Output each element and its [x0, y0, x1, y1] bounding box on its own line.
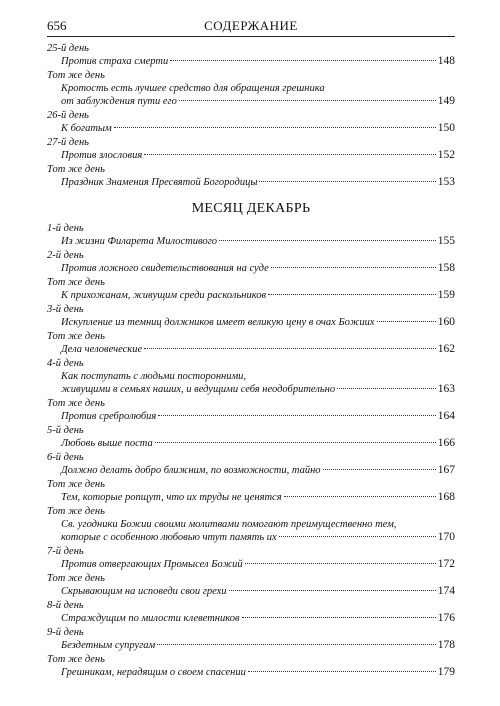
toc-entry[interactable]: [47, 398, 455, 423]
entry-title-line: Кротость есть лучшее средство для обращения грешника: [61, 83, 325, 94]
entry-title-row: [47, 612, 455, 625]
entry-day-label: 9-й день: [47, 627, 84, 638]
dot-leader: [242, 617, 436, 618]
toc-section-november: [47, 43, 455, 189]
toc-entry[interactable]: [47, 546, 455, 571]
dot-leader: [268, 294, 436, 295]
entry-title-row: [47, 639, 455, 652]
entry-page-number[interactable]: 176: [437, 612, 455, 624]
entry-page-number[interactable]: 158: [437, 262, 455, 274]
toc-entry[interactable]: [47, 43, 455, 68]
dot-leader: [114, 127, 436, 128]
entry-day-label: Тот же день: [47, 164, 105, 175]
toc-entry[interactable]: [47, 110, 455, 135]
entry-page-number[interactable]: 155: [437, 235, 455, 247]
entry-day-label: 2-й день: [47, 250, 84, 261]
entry-title-row: [47, 491, 455, 504]
entry-page-number[interactable]: 149: [437, 95, 455, 107]
entry-page-number[interactable]: 164: [437, 410, 455, 422]
entry-day-label: 5-й день: [47, 425, 84, 436]
page-header: [47, 16, 455, 37]
entry-day-label: 26-й день: [47, 110, 89, 121]
toc-entry[interactable]: [47, 164, 455, 189]
entry-day-label: Тот же день: [47, 70, 105, 81]
entry-day-label: 4-й день: [47, 358, 84, 369]
dot-leader: [144, 348, 436, 349]
dot-leader: [279, 536, 436, 537]
toc-entry[interactable]: [47, 600, 455, 625]
month-heading: МЕСЯЦ ДЕКАБРЬ: [191, 201, 311, 216]
running-title: СОДЕРЖАНИЕ: [204, 18, 298, 33]
entry-title-line: Скрывающим на исповеди свои грехи: [61, 586, 227, 597]
toc-entry[interactable]: [47, 223, 455, 248]
entry-page-number[interactable]: 172: [437, 558, 455, 570]
entry-title-row: [47, 666, 455, 679]
entry-title-line: Против страха смерти: [61, 56, 169, 67]
toc-entry[interactable]: [47, 479, 455, 504]
entry-day-label: 1-й день: [47, 223, 84, 234]
entry-title-line: Против злословия: [61, 150, 143, 161]
entry-day-label: 3-й день: [47, 304, 84, 315]
toc-entry[interactable]: [47, 654, 455, 679]
entry-title-row: [47, 343, 455, 356]
entry-page-number[interactable]: 150: [437, 122, 455, 134]
entry-title-row: [47, 149, 455, 162]
toc-page: [47, 16, 455, 679]
toc-entry[interactable]: [47, 250, 455, 275]
entry-day-label: Тот же день: [47, 479, 105, 490]
toc-entry[interactable]: [47, 331, 455, 356]
entry-title-line: Из жизни Филарета Милостивого: [61, 236, 217, 247]
entry-title-row: [47, 410, 455, 423]
entry-title-line: Против ложного свидетельствования на суде: [61, 263, 269, 274]
entry-title-line: Бездетным супругам: [61, 640, 156, 651]
entry-page-number[interactable]: 152: [437, 149, 455, 161]
toc-entry[interactable]: [47, 137, 455, 162]
entry-day-label: Тот же день: [47, 331, 105, 342]
entry-title-line: Страждущим по милости клеветников: [61, 613, 240, 624]
entry-title-line: Грешникам, нерадящим о своем спасении: [61, 667, 246, 678]
entry-title-row: [47, 558, 455, 571]
entry-title-row: [47, 289, 455, 302]
entry-title-row: [47, 383, 455, 396]
dot-leader: [377, 321, 436, 322]
dot-leader: [248, 671, 436, 672]
dot-leader: [170, 60, 436, 61]
entry-title-line: Против сребролюбия: [61, 411, 157, 422]
entry-day-label: Тот же день: [47, 654, 105, 665]
entry-title-line: Как поступать с людьми посторонними,: [61, 371, 247, 382]
entry-title-line: Тем, которые ропщут, что их труды не ценятся: [61, 492, 282, 503]
entry-page-number[interactable]: 148: [437, 55, 455, 67]
entry-title-line: Против отвергающих Промысел Божий: [61, 559, 243, 570]
dot-leader: [323, 469, 436, 470]
toc-entry[interactable]: [47, 358, 455, 396]
dot-leader: [229, 590, 436, 591]
entry-page-number[interactable]: 166: [437, 437, 455, 449]
entry-page-number[interactable]: 178: [437, 639, 455, 651]
entry-day-label: 7-й день: [47, 546, 84, 557]
entry-page-number[interactable]: 163: [437, 383, 455, 395]
entry-title-row: [47, 531, 455, 544]
entry-page-number[interactable]: 179: [437, 666, 455, 678]
page-number: 656: [47, 18, 67, 33]
entry-day-label: Тот же день: [47, 573, 105, 584]
dot-leader: [219, 240, 436, 241]
entry-title-row: [47, 176, 455, 189]
dot-leader: [337, 388, 436, 389]
toc-entry[interactable]: [47, 304, 455, 329]
dot-leader: [158, 415, 435, 416]
entry-day-label: Тот же день: [47, 277, 105, 288]
entry-title-row: [47, 464, 455, 477]
toc-entry[interactable]: [47, 277, 455, 302]
entry-page-number[interactable]: 170: [437, 531, 455, 543]
dot-leader: [179, 100, 436, 101]
entry-page-number[interactable]: 160: [437, 316, 455, 328]
toc-entry[interactable]: [47, 506, 455, 544]
entry-page-number[interactable]: 153: [437, 176, 455, 188]
entry-day-label: Тот же день: [47, 398, 105, 409]
entry-title-row: [47, 235, 455, 248]
entry-page-number[interactable]: 159: [437, 289, 455, 301]
entry-title-line: К богатым: [61, 123, 112, 134]
entry-day-label: 25-й день: [47, 43, 89, 54]
toc-section-december: [47, 223, 455, 679]
entry-page-number[interactable]: 162: [437, 343, 455, 355]
entry-title-line: Св. угодники Божии своими молитвами помогают преимущественно тем,: [61, 519, 397, 530]
entry-page-number[interactable]: 168: [437, 491, 455, 503]
toc-entry[interactable]: [47, 70, 455, 108]
entry-day-label: 8-й день: [47, 600, 84, 611]
entry-title-row: [47, 262, 455, 275]
dot-leader: [271, 267, 436, 268]
entry-title-line: от заблуждения пути его: [61, 96, 177, 107]
entry-title-line: Дела человеческие: [61, 344, 143, 355]
dot-leader: [284, 496, 436, 497]
toc-entry[interactable]: [47, 573, 455, 598]
entry-title-row: [47, 95, 455, 108]
entry-day-label: 6-й день: [47, 452, 84, 463]
entry-title-row: [47, 437, 455, 450]
entry-title-row: [47, 585, 455, 598]
entry-title-line: Должно делать добро ближним, по возможности, тайно: [61, 465, 321, 476]
entry-page-number[interactable]: 174: [437, 585, 455, 597]
entry-day-label: Тот же день: [47, 506, 105, 517]
entry-title-line: Любовь выше поста: [61, 438, 153, 449]
entry-day-label: 27-й день: [47, 137, 89, 148]
entry-page-number[interactable]: 167: [437, 464, 455, 476]
entry-title-row: [47, 55, 455, 68]
toc-entry[interactable]: [47, 425, 455, 450]
dot-leader: [157, 644, 436, 645]
entry-title-row: [47, 316, 455, 329]
dot-leader: [259, 181, 435, 182]
entry-title-line: живущими в семьях наших, и ведущими себя неодобрительно: [61, 384, 336, 395]
entry-title-line: К прихожанам, живущим среди раскольников: [61, 290, 267, 301]
entry-title-row: [47, 122, 455, 135]
entry-title-line: Искупление из темниц должников имеет великую цену в очах Божиих: [61, 317, 375, 328]
toc-entry[interactable]: [47, 452, 455, 477]
dot-leader: [144, 154, 436, 155]
dot-leader: [245, 563, 436, 564]
toc-entry[interactable]: [47, 627, 455, 652]
entry-title-line: Праздник Знамения Пресвятой Богородицы: [61, 177, 258, 188]
dot-leader: [155, 442, 436, 443]
entry-title-line: которые с особенною любовью чтут память их: [61, 532, 277, 543]
